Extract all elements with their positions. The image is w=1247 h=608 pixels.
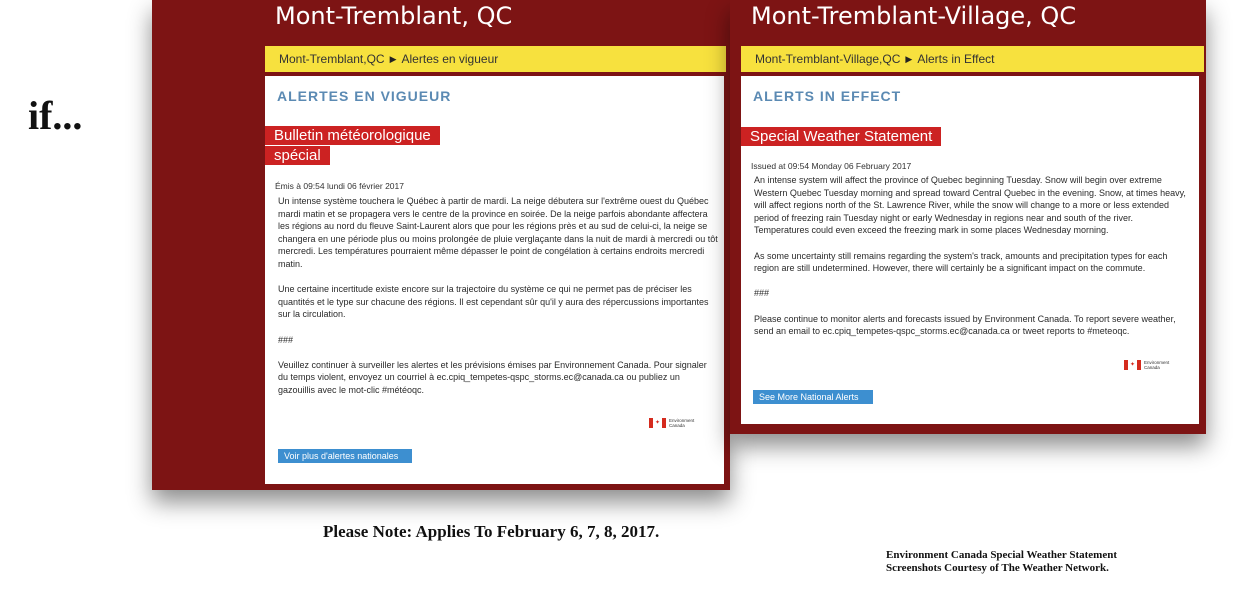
environment-canada-logo bbox=[649, 418, 694, 428]
alert-paragraph: Une certaine incertitude existe encore sur la trajectoire du système ce qui ne permet pas de préciser les quantités et le type sur chacune des régions. Il est cependant sûr qu'il y aura des répercussions importantes sur la circulation. bbox=[278, 284, 709, 320]
english-alert-screenshot bbox=[730, 0, 1206, 434]
triangle-right-icon: ▶ bbox=[389, 53, 397, 64]
page-title: Mont-Tremblant-Village, QC bbox=[751, 2, 1077, 30]
breadcrumb-location-link[interactable]: Mont-Tremblant,QC bbox=[279, 52, 385, 66]
more-national-alerts-button[interactable]: See More National Alerts bbox=[753, 390, 873, 404]
alert-body bbox=[278, 195, 718, 409]
french-alert-screenshot bbox=[152, 0, 730, 490]
triangle-right-icon: ▶ bbox=[905, 53, 913, 64]
breadcrumb-current-page: Alertes en vigueur bbox=[401, 52, 499, 66]
more-national-alerts-button[interactable]: Voir plus d'alertes nationales bbox=[278, 449, 412, 463]
alert-body bbox=[754, 174, 1190, 350]
issued-timestamp: Émis à 09:54 lundi 06 février 2017 bbox=[275, 181, 404, 191]
credit-line: Environment Canada Special Weather Statement bbox=[886, 549, 1118, 561]
alert-content bbox=[741, 76, 1199, 424]
environment-canada-logo bbox=[1124, 360, 1169, 370]
page-title: Mont-Tremblant, QC bbox=[275, 2, 513, 30]
canada-flag-icon: ✦ bbox=[1124, 360, 1141, 370]
alert-paragraph: Please continue to monitor alerts and forecasts issued by Environment Canada. To report severe weather, send an email to ec.cpiq_tempetes-qspc_storms.ec@canada.ca or tweet reports to #meteoqc. bbox=[754, 313, 1176, 337]
breadcrumb-current-page: Alerts in Effect bbox=[917, 52, 995, 66]
alert-content bbox=[265, 76, 724, 484]
breadcrumb bbox=[741, 46, 1204, 72]
canada-flag-icon: ✦ bbox=[649, 418, 666, 428]
logo-text: Environment Canada bbox=[669, 418, 695, 428]
alert-paragraph: An intense system will affect the province of Quebec beginning Tuesday. Snow will begin over extreme Western Quebec Tuesday morning and spread toward Central Quebec in the evening. Snow, at times heavy, will affect regions north of the St. Lawrence River, while the snow will change to a more or less extended period of freezing rain Tuesday night or early Wednesday in regions near and south of the river. Temperatures could even exceed the freezing mark in some places Wednesday morning. bbox=[754, 175, 1186, 236]
breadcrumb bbox=[265, 46, 726, 72]
alert-paragraph: Veuillez continuer à surveiller les alertes et les prévisions émises par Environnement Canada. Pour signaler du temps violent, envoyez un courriel à ec.cpiq_tempetes-qspc_storms.ec@canada.ca ou publiez un gazouillis avec le mot-clic #météoqc. bbox=[278, 359, 707, 395]
section-heading: ALERTES EN VIGUEUR bbox=[277, 88, 452, 104]
alert-headline: Special Weather Statement bbox=[741, 127, 941, 146]
breadcrumb-location-link[interactable]: Mont-Tremblant-Village,QC bbox=[755, 52, 901, 66]
alert-paragraph: ### bbox=[278, 334, 294, 345]
alert-paragraph: ### bbox=[754, 288, 770, 299]
applies-note: Please Note: Applies To February 6, 7, 8, 2017. bbox=[323, 522, 660, 541]
logo-text: Environment Canada bbox=[1144, 360, 1170, 370]
section-heading: ALERTS IN EFFECT bbox=[753, 88, 902, 104]
alert-paragraph: As some uncertainty still remains regarding the system's track, amounts and precipitation types for each region are still undetermined. However, there will certainly be a significant impact on the commute. bbox=[754, 250, 1168, 274]
issued-timestamp: Issued at 09:54 Monday 06 February 2017 bbox=[751, 161, 912, 171]
credit-line: Screenshots Courtesy of The Weather Network. bbox=[886, 562, 1109, 574]
intro-text: if... bbox=[28, 93, 83, 138]
screenshot-credit bbox=[886, 549, 1117, 575]
alert-headline-line-2: spécial bbox=[265, 146, 330, 165]
alert-headline-line-1: Bulletin météorologique bbox=[265, 126, 440, 145]
alert-paragraph: Un intense système touchera le Québec à partir de mardi. La neige débutera sur l'extrême ouest du Québec mardi matin et se propagera vers le centre de la province en soirée. De la neige parfois abondante affectera les régions au nord du fleuve Saint-Laurent alors que pour les régions près et au sud de celui-ci, la neige se changera en une période plus ou moins prolongée de pluie verglaçante dans la nuit de mardi à mercredi ou tôt mercredi. Les températures pourraient même dépasser le point de congélation à certains endroits mercredi matin. bbox=[278, 196, 718, 269]
